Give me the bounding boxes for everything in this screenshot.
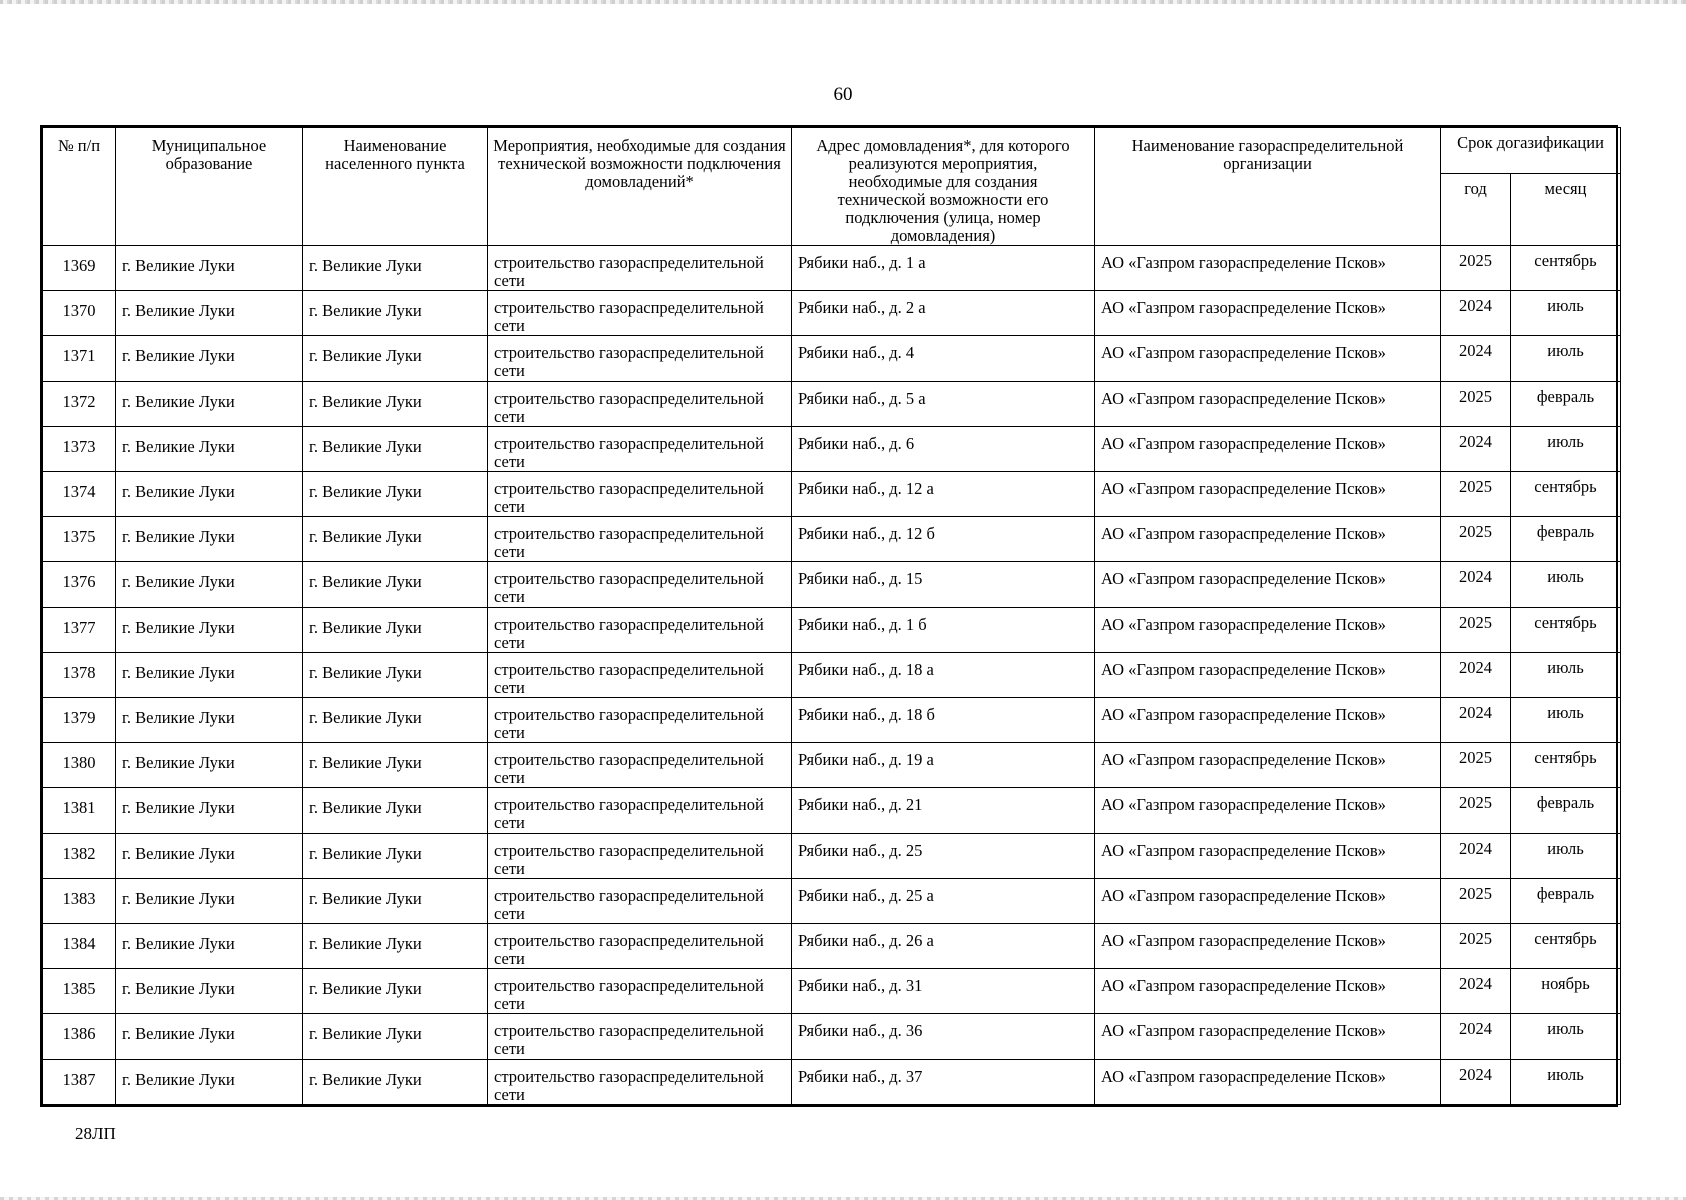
locality-cell: г. Великие Луки	[303, 607, 488, 652]
table-row	[43, 381, 1621, 426]
measure-cell: строительство газораспределительной сети	[488, 969, 792, 1014]
header-municipality: Муниципальное образование	[116, 128, 303, 246]
table-row	[43, 878, 1621, 923]
month-cell: сентябрь	[1511, 472, 1621, 517]
address-cell: Рябики наб., д. 25 а	[792, 878, 1095, 923]
year-cell: 2025	[1441, 924, 1511, 969]
row-number: 1376	[43, 562, 116, 607]
organization-cell: АО «Газпром газораспределение Псков»	[1095, 381, 1441, 426]
year-cell: 2025	[1441, 788, 1511, 833]
measure-cell: строительство газораспределительной сети	[488, 698, 792, 743]
month-cell: сентябрь	[1511, 607, 1621, 652]
measure-cell: строительство газораспределительной сети	[488, 607, 792, 652]
month-cell: июль	[1511, 1059, 1621, 1104]
month-cell: ноябрь	[1511, 969, 1621, 1014]
organization-cell: АО «Газпром газораспределение Псков»	[1095, 878, 1441, 923]
organization-cell: АО «Газпром газораспределение Псков»	[1095, 969, 1441, 1014]
measure-cell: строительство газораспределительной сети	[488, 743, 792, 788]
row-number: 1386	[43, 1014, 116, 1059]
locality-cell: г. Великие Луки	[303, 246, 488, 291]
year-cell: 2025	[1441, 743, 1511, 788]
measure-cell: строительство газораспределительной сети	[488, 246, 792, 291]
year-cell: 2024	[1441, 969, 1511, 1014]
row-number: 1384	[43, 924, 116, 969]
year-cell: 2025	[1441, 472, 1511, 517]
locality-cell: г. Великие Луки	[303, 743, 488, 788]
header-locality: Наименование населенного пункта	[303, 128, 488, 246]
table-row	[43, 562, 1621, 607]
municipality-cell: г. Великие Луки	[116, 246, 303, 291]
measure-cell: строительство газораспределительной сети	[488, 1014, 792, 1059]
municipality-cell: г. Великие Луки	[116, 652, 303, 697]
municipality-cell: г. Великие Луки	[116, 517, 303, 562]
row-number: 1385	[43, 969, 116, 1014]
year-cell: 2024	[1441, 562, 1511, 607]
organization-cell: АО «Газпром газораспределение Псков»	[1095, 607, 1441, 652]
address-cell: Рябики наб., д. 19 а	[792, 743, 1095, 788]
address-cell: Рябики наб., д. 36	[792, 1014, 1095, 1059]
municipality-cell: г. Великие Луки	[116, 291, 303, 336]
row-number: 1370	[43, 291, 116, 336]
table-row	[43, 833, 1621, 878]
row-number: 1382	[43, 833, 116, 878]
row-number: 1369	[43, 246, 116, 291]
organization-cell: АО «Газпром газораспределение Псков»	[1095, 517, 1441, 562]
municipality-cell: г. Великие Луки	[116, 381, 303, 426]
organization-cell: АО «Газпром газораспределение Псков»	[1095, 472, 1441, 517]
address-cell: Рябики наб., д. 1 а	[792, 246, 1095, 291]
year-cell: 2024	[1441, 336, 1511, 381]
month-cell: июль	[1511, 698, 1621, 743]
year-cell: 2025	[1441, 517, 1511, 562]
header-deadline: Срок догазификации	[1441, 128, 1621, 174]
row-number: 1374	[43, 472, 116, 517]
organization-cell: АО «Газпром газораспределение Псков»	[1095, 924, 1441, 969]
table-row	[43, 291, 1621, 336]
footer-code: 28ЛП	[75, 1124, 116, 1143]
register-table-frame	[40, 125, 1618, 1107]
row-number: 1378	[43, 652, 116, 697]
year-cell: 2025	[1441, 607, 1511, 652]
municipality-cell: г. Великие Луки	[116, 743, 303, 788]
measure-cell: строительство газораспределительной сети	[488, 924, 792, 969]
municipality-cell: г. Великие Луки	[116, 562, 303, 607]
address-cell: Рябики наб., д. 18 а	[792, 652, 1095, 697]
row-number: 1377	[43, 607, 116, 652]
address-cell: Рябики наб., д. 25	[792, 833, 1095, 878]
row-number: 1372	[43, 381, 116, 426]
locality-cell: г. Великие Луки	[303, 1059, 488, 1104]
organization-cell: АО «Газпром газораспределение Псков»	[1095, 698, 1441, 743]
address-cell: Рябики наб., д. 12 а	[792, 472, 1095, 517]
measure-cell: строительство газораспределительной сети	[488, 562, 792, 607]
measure-cell: строительство газораспределительной сети	[488, 517, 792, 562]
measure-cell: строительство газораспределительной сети	[488, 833, 792, 878]
municipality-cell: г. Великие Луки	[116, 472, 303, 517]
month-cell: июль	[1511, 652, 1621, 697]
year-cell: 2024	[1441, 833, 1511, 878]
table-row	[43, 246, 1621, 291]
measure-cell: строительство газораспределительной сети	[488, 426, 792, 471]
address-cell: Рябики наб., д. 18 б	[792, 698, 1095, 743]
address-cell: Рябики наб., д. 5 а	[792, 381, 1095, 426]
organization-cell: АО «Газпром газораспределение Псков»	[1095, 336, 1441, 381]
organization-cell: АО «Газпром газораспределение Псков»	[1095, 426, 1441, 471]
locality-cell: г. Великие Луки	[303, 381, 488, 426]
locality-cell: г. Великие Луки	[303, 336, 488, 381]
row-number: 1381	[43, 788, 116, 833]
row-number: 1387	[43, 1059, 116, 1104]
month-cell: февраль	[1511, 517, 1621, 562]
municipality-cell: г. Великие Луки	[116, 607, 303, 652]
address-cell: Рябики наб., д. 15	[792, 562, 1095, 607]
municipality-cell: г. Великие Луки	[116, 1059, 303, 1104]
organization-cell: АО «Газпром газораспределение Псков»	[1095, 1014, 1441, 1059]
month-cell: июль	[1511, 562, 1621, 607]
table-row	[43, 1014, 1621, 1059]
locality-cell: г. Великие Луки	[303, 833, 488, 878]
table-row	[43, 652, 1621, 697]
municipality-cell: г. Великие Луки	[116, 924, 303, 969]
municipality-cell: г. Великие Луки	[116, 788, 303, 833]
header-month: месяц	[1511, 174, 1621, 246]
header-measures: Мероприятия, необходимые для создания технической возможности подключения домовладений*	[488, 128, 792, 246]
table-row	[43, 517, 1621, 562]
month-cell: февраль	[1511, 878, 1621, 923]
year-cell: 2024	[1441, 698, 1511, 743]
municipality-cell: г. Великие Луки	[116, 698, 303, 743]
municipality-cell: г. Великие Луки	[116, 336, 303, 381]
locality-cell: г. Великие Луки	[303, 291, 488, 336]
table-row	[43, 1059, 1621, 1104]
locality-cell: г. Великие Луки	[303, 788, 488, 833]
table-row	[43, 969, 1621, 1014]
municipality-cell: г. Великие Луки	[116, 878, 303, 923]
municipality-cell: г. Великие Луки	[116, 969, 303, 1014]
year-cell: 2025	[1441, 381, 1511, 426]
row-number: 1373	[43, 426, 116, 471]
locality-cell: г. Великие Луки	[303, 517, 488, 562]
municipality-cell: г. Великие Луки	[116, 833, 303, 878]
header-address: Адрес домовладения*, для которого реализуются мероприятия, необходимые для создания технической возможности его подключения (улица, номер домовладения)	[792, 128, 1095, 246]
row-number: 1383	[43, 878, 116, 923]
year-cell: 2024	[1441, 1059, 1511, 1104]
table-body	[43, 246, 1621, 1105]
year-cell: 2025	[1441, 878, 1511, 923]
address-cell: Рябики наб., д. 37	[792, 1059, 1095, 1104]
locality-cell: г. Великие Луки	[303, 969, 488, 1014]
organization-cell: АО «Газпром газораспределение Псков»	[1095, 833, 1441, 878]
locality-cell: г. Великие Луки	[303, 878, 488, 923]
locality-cell: г. Великие Луки	[303, 472, 488, 517]
row-number: 1375	[43, 517, 116, 562]
month-cell: сентябрь	[1511, 924, 1621, 969]
address-cell: Рябики наб., д. 2 а	[792, 291, 1095, 336]
organization-cell: АО «Газпром газораспределение Псков»	[1095, 246, 1441, 291]
month-cell: февраль	[1511, 788, 1621, 833]
month-cell: июль	[1511, 336, 1621, 381]
locality-cell: г. Великие Луки	[303, 652, 488, 697]
address-cell: Рябики наб., д. 6	[792, 426, 1095, 471]
year-cell: 2024	[1441, 291, 1511, 336]
row-number: 1371	[43, 336, 116, 381]
month-cell: июль	[1511, 291, 1621, 336]
locality-cell: г. Великие Луки	[303, 562, 488, 607]
locality-cell: г. Великие Луки	[303, 924, 488, 969]
table-row	[43, 426, 1621, 471]
row-number: 1380	[43, 743, 116, 788]
table-row	[43, 472, 1621, 517]
year-cell: 2024	[1441, 1014, 1511, 1059]
month-cell: февраль	[1511, 381, 1621, 426]
month-cell: июль	[1511, 426, 1621, 471]
table-row	[43, 788, 1621, 833]
locality-cell: г. Великие Луки	[303, 426, 488, 471]
organization-cell: АО «Газпром газораспределение Псков»	[1095, 743, 1441, 788]
measure-cell: строительство газораспределительной сети	[488, 652, 792, 697]
measure-cell: строительство газораспределительной сети	[488, 1059, 792, 1104]
organization-cell: АО «Газпром газораспределение Псков»	[1095, 562, 1441, 607]
table-row	[43, 607, 1621, 652]
page-number: 60	[833, 84, 853, 105]
address-cell: Рябики наб., д. 4	[792, 336, 1095, 381]
organization-cell: АО «Газпром газораспределение Псков»	[1095, 788, 1441, 833]
organization-cell: АО «Газпром газораспределение Псков»	[1095, 1059, 1441, 1104]
measure-cell: строительство газораспределительной сети	[488, 878, 792, 923]
municipality-cell: г. Великие Луки	[116, 426, 303, 471]
locality-cell: г. Великие Луки	[303, 1014, 488, 1059]
address-cell: Рябики наб., д. 26 а	[792, 924, 1095, 969]
scan-edge-top	[0, 0, 1686, 4]
month-cell: сентябрь	[1511, 743, 1621, 788]
row-number: 1379	[43, 698, 116, 743]
year-cell: 2024	[1441, 652, 1511, 697]
month-cell: июль	[1511, 1014, 1621, 1059]
address-cell: Рябики наб., д. 31	[792, 969, 1095, 1014]
measure-cell: строительство газораспределительной сети	[488, 788, 792, 833]
measure-cell: строительство газораспределительной сети	[488, 381, 792, 426]
year-cell: 2025	[1441, 246, 1511, 291]
register-table	[42, 127, 1621, 1105]
address-cell: Рябики наб., д. 21	[792, 788, 1095, 833]
address-cell: Рябики наб., д. 12 б	[792, 517, 1095, 562]
measure-cell: строительство газораспределительной сети	[488, 472, 792, 517]
locality-cell: г. Великие Луки	[303, 698, 488, 743]
table-row	[43, 336, 1621, 381]
year-cell: 2024	[1441, 426, 1511, 471]
measure-cell: строительство газораспределительной сети	[488, 336, 792, 381]
organization-cell: АО «Газпром газораспределение Псков»	[1095, 652, 1441, 697]
header-num: № п/п	[43, 128, 116, 246]
address-cell: Рябики наб., д. 1 б	[792, 607, 1095, 652]
header-organization: Наименование газораспределительной организации	[1095, 128, 1441, 246]
municipality-cell: г. Великие Луки	[116, 1014, 303, 1059]
organization-cell: АО «Газпром газораспределение Псков»	[1095, 291, 1441, 336]
header-year: год	[1441, 174, 1511, 246]
month-cell: июль	[1511, 833, 1621, 878]
month-cell: сентябрь	[1511, 246, 1621, 291]
table-row	[43, 743, 1621, 788]
table-row	[43, 698, 1621, 743]
table-row	[43, 924, 1621, 969]
measure-cell: строительство газораспределительной сети	[488, 291, 792, 336]
